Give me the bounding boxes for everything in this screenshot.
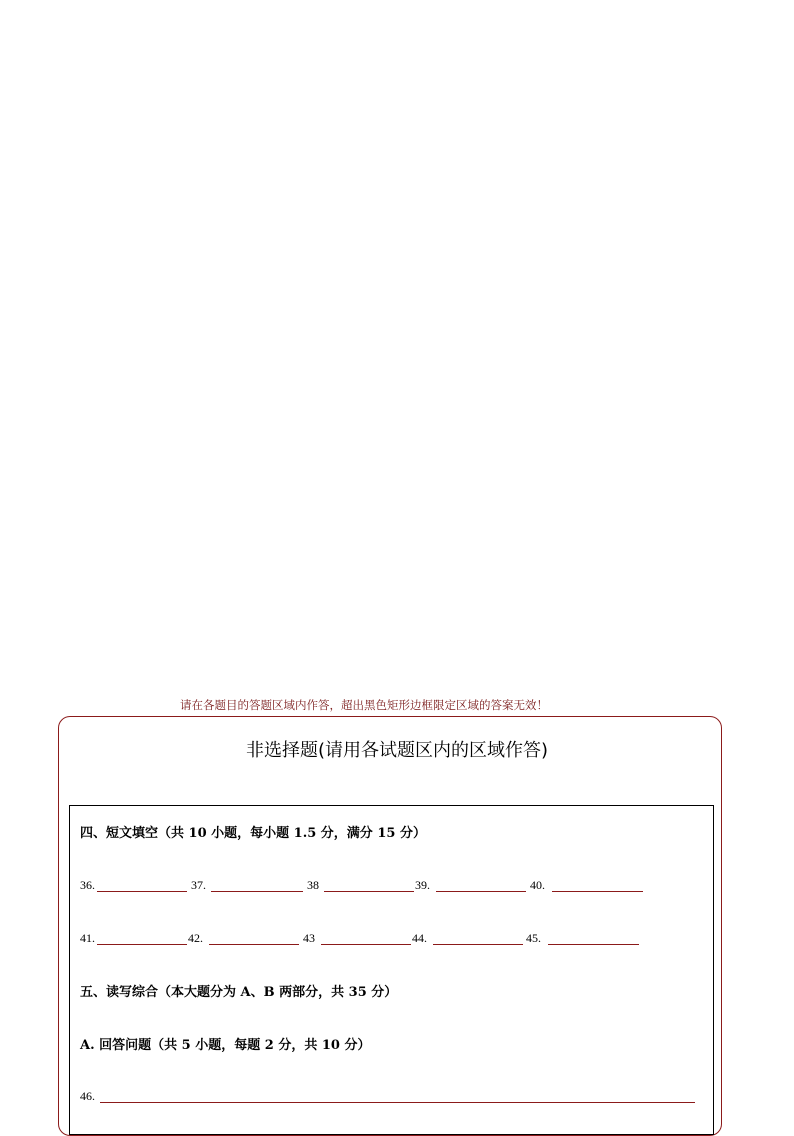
section4-heading: 四、短文填空（共 10 小题，每小题 1.5 分，满分 15 分） (80, 826, 426, 841)
q40-label: 40. (530, 878, 545, 892)
section5-heading: 五、读写综合（本大题分为 A、B 两部分，共 35 分） (80, 985, 398, 1000)
q37-label: 37. (191, 878, 206, 892)
q44-answer-line[interactable] (433, 944, 523, 945)
q41-label: 41. (80, 931, 95, 945)
q37-answer-line[interactable] (211, 891, 303, 892)
answer-box (69, 805, 714, 1135)
q44-label: 44. (412, 931, 427, 945)
q46-answer-line[interactable] (100, 1102, 695, 1103)
q36-label: 36. (80, 878, 95, 892)
q43-label: 43 (303, 931, 315, 945)
q38-label: 38 (307, 878, 319, 892)
answer-area-warning: 请在各题目的答题区域内作答，超出黑色矩形边框限定区域的答案无效！ (180, 698, 548, 712)
q46-label: 46. (80, 1089, 95, 1103)
q42-label: 42. (188, 931, 203, 945)
q36-answer-line[interactable] (97, 891, 187, 892)
q41-answer-line[interactable] (97, 944, 187, 945)
section-title: 非选择题(请用各试题区内的区域作答) (245, 740, 549, 761)
q42-answer-line[interactable] (209, 944, 299, 945)
q39-answer-line[interactable] (436, 891, 526, 892)
q40-answer-line[interactable] (552, 891, 643, 892)
q43-answer-line[interactable] (321, 944, 411, 945)
q45-label: 45. (526, 931, 541, 945)
part-a-heading: A. 回答问题（共 5 小题，每题 2 分，共 10 分） (80, 1038, 371, 1053)
q45-answer-line[interactable] (548, 944, 639, 945)
q39-label: 39. (415, 878, 430, 892)
q38-answer-line[interactable] (324, 891, 414, 892)
